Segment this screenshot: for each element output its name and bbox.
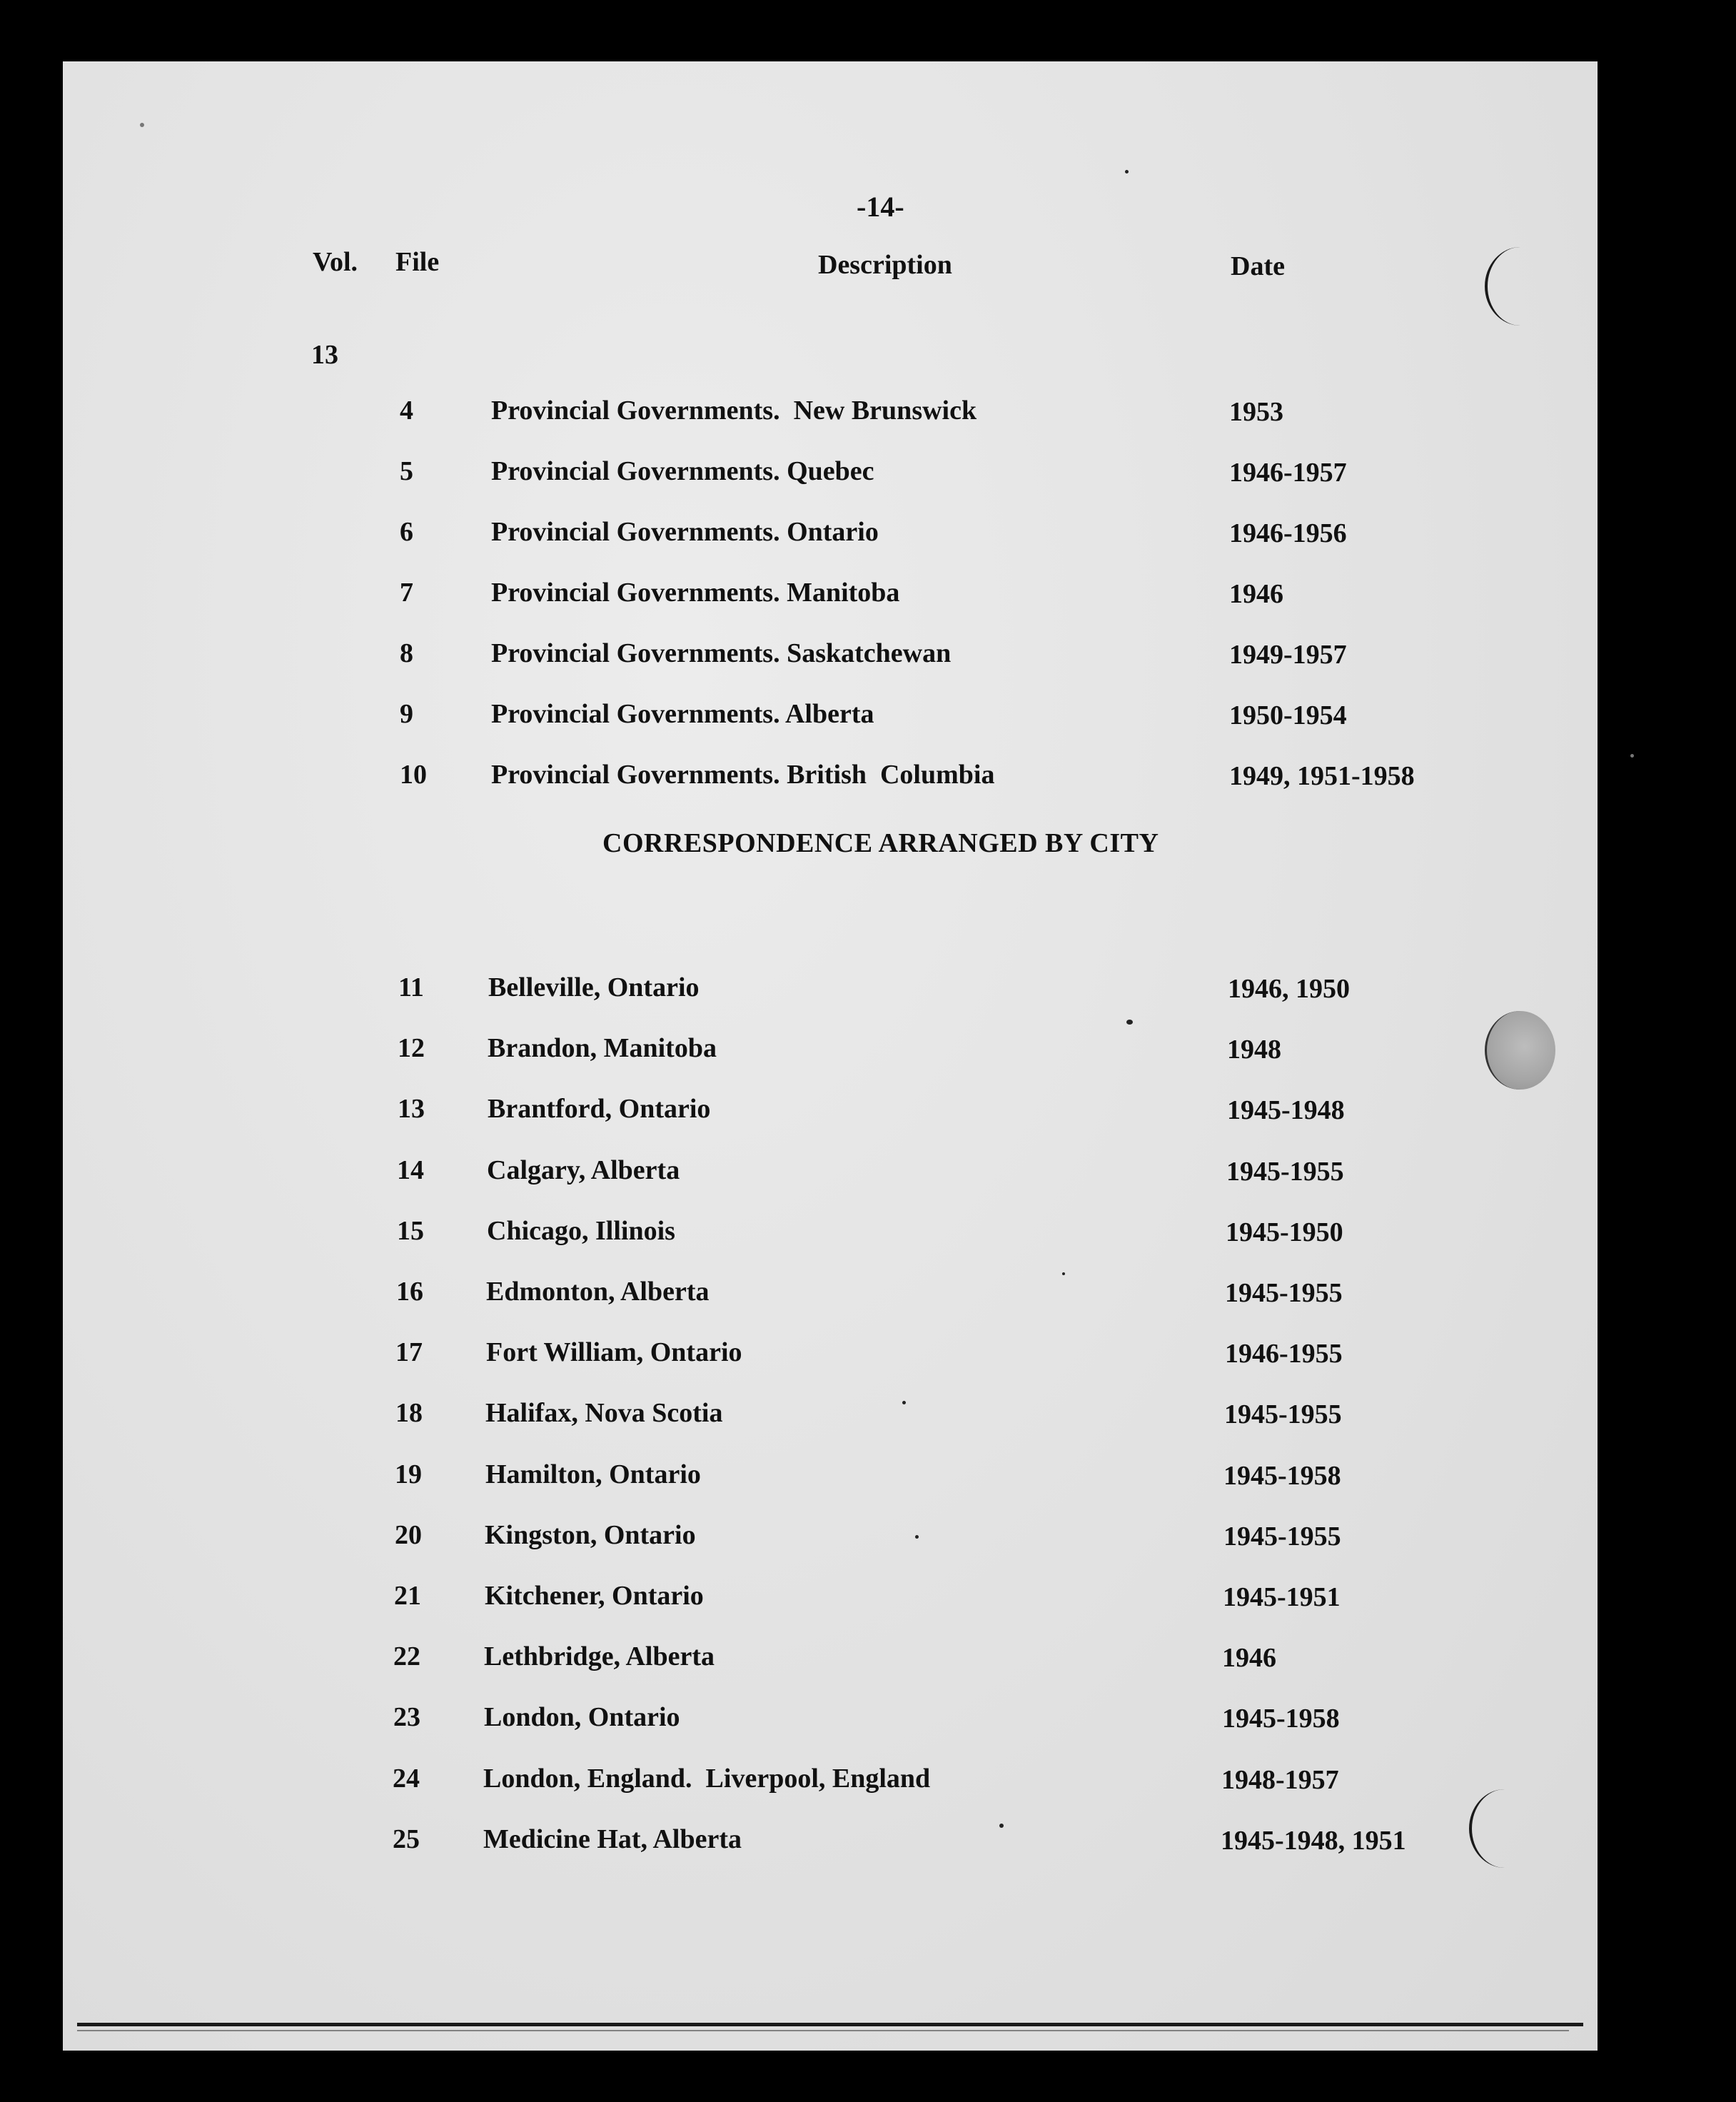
file-description: Kitchener, Ontario	[485, 1581, 704, 1611]
file-date: 1945-1955	[1223, 1522, 1341, 1552]
file-date: 1945-1955	[1226, 1157, 1344, 1187]
file-description: Chicago, Illinois	[487, 1216, 675, 1246]
speck	[999, 1824, 1004, 1828]
file-description: Brantford, Ontario	[488, 1094, 711, 1124]
file-number: 19	[395, 1459, 422, 1489]
file-number: 14	[397, 1155, 424, 1185]
file-description: Provincial Governments. New Brunswick	[491, 396, 977, 426]
file-description: Lethbridge, Alberta	[484, 1641, 715, 1671]
file-date: 1945-1948, 1951	[1221, 1826, 1406, 1856]
file-date: 1945-1955	[1224, 1399, 1342, 1429]
file-description: Brandon, Manitoba	[488, 1033, 717, 1063]
file-description: London, England. Liverpool, England	[483, 1764, 931, 1794]
file-description: Provincial Governments. Ontario	[491, 517, 879, 547]
file-description: London, Ontario	[484, 1702, 680, 1732]
file-number: 11	[398, 972, 424, 1002]
file-date: 1945-1958	[1223, 1461, 1341, 1491]
file-date: 1945-1955	[1225, 1278, 1343, 1308]
file-date: 1945-1951	[1223, 1582, 1341, 1612]
section-title: CORRESPONDENCE ARRANGED BY CITY	[602, 828, 1159, 858]
file-description: Kingston, Ontario	[485, 1520, 696, 1550]
file-number: 7	[400, 578, 413, 608]
speck	[1126, 1020, 1133, 1025]
file-number: 25	[393, 1824, 420, 1854]
speck	[1125, 170, 1129, 174]
file-date: 1949-1957	[1229, 640, 1347, 670]
file-date: 1946	[1229, 579, 1283, 609]
file-date: 1946-1955	[1225, 1339, 1343, 1369]
column-header-vol: Vol.	[313, 247, 358, 277]
file-date: 1948-1957	[1221, 1765, 1339, 1795]
bottom-rule	[77, 2023, 1583, 2026]
file-description: Medicine Hat, Alberta	[483, 1824, 742, 1854]
file-date: 1950-1954	[1229, 700, 1347, 730]
file-number: 18	[395, 1398, 423, 1428]
document-page	[63, 61, 1598, 2051]
file-date: 1949, 1951-1958	[1229, 761, 1415, 791]
file-description: Provincial Governments. Saskatchewan	[491, 638, 952, 668]
file-description: Provincial Governments. British Columbia	[491, 760, 995, 790]
speck	[1630, 754, 1634, 758]
file-number: 15	[397, 1216, 424, 1246]
file-date: 1948	[1227, 1035, 1281, 1065]
file-date: 1946, 1950	[1228, 974, 1350, 1004]
file-number: 12	[398, 1033, 425, 1063]
column-header-file: File	[395, 247, 440, 277]
column-header-description: Description	[818, 250, 952, 280]
speck	[140, 123, 144, 127]
file-date: 1953	[1229, 397, 1283, 427]
file-description: Halifax, Nova Scotia	[485, 1398, 723, 1428]
file-number: 5	[400, 456, 413, 486]
file-number: 20	[395, 1520, 422, 1550]
file-number: 13	[398, 1094, 425, 1124]
file-description: Fort William, Ontario	[486, 1337, 742, 1367]
file-description: Calgary, Alberta	[487, 1155, 680, 1185]
file-number: 10	[400, 760, 427, 790]
file-date: 1946	[1222, 1643, 1276, 1673]
file-number: 6	[400, 517, 413, 547]
page-number: -14-	[857, 191, 904, 223]
file-number: 16	[396, 1277, 423, 1307]
file-description: Edmonton, Alberta	[486, 1277, 710, 1307]
file-number: 22	[393, 1641, 420, 1671]
file-description: Provincial Governments. Quebec	[491, 456, 874, 486]
file-date: 1945-1950	[1226, 1217, 1343, 1247]
file-date: 1946-1957	[1229, 458, 1347, 488]
file-number: 8	[400, 638, 413, 668]
file-number: 17	[395, 1337, 423, 1367]
file-description: Provincial Governments. Alberta	[491, 699, 874, 729]
file-number: 9	[400, 699, 413, 729]
file-date: 1945-1948	[1227, 1095, 1345, 1125]
speck	[1062, 1272, 1065, 1275]
file-description: Provincial Governments. Manitoba	[491, 578, 900, 608]
file-number: 4	[400, 396, 413, 426]
file-number: 23	[393, 1702, 420, 1732]
bottom-rule-shadow	[77, 2030, 1569, 2031]
speck	[915, 1535, 919, 1539]
speck	[902, 1401, 906, 1404]
file-date: 1946-1956	[1229, 518, 1347, 548]
file-number: 21	[394, 1581, 421, 1611]
file-date: 1945-1958	[1222, 1704, 1340, 1734]
file-number: 24	[393, 1764, 420, 1794]
volume-number: 13	[311, 340, 338, 370]
punch-hole-middle	[1485, 1011, 1555, 1090]
punch-hole-bottom	[1469, 1789, 1540, 1868]
punch-hole-top	[1485, 247, 1556, 326]
column-header-date: Date	[1231, 251, 1285, 281]
file-description: Belleville, Ontario	[488, 972, 700, 1002]
file-description: Hamilton, Ontario	[485, 1459, 701, 1489]
